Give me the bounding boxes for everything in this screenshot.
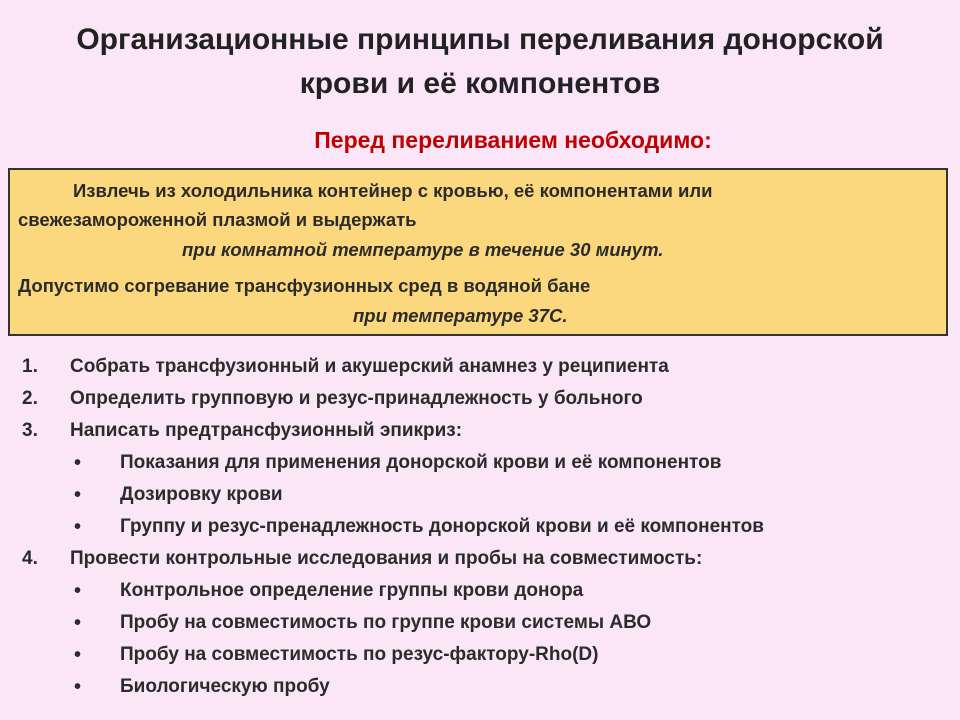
bullet-text: Группу и резус-пренадлежность донорской крови и её компонентов <box>120 516 764 537</box>
step-text: Определить групповую и резус-принадлежность у больного <box>70 388 643 409</box>
slide-title <box>0 18 960 106</box>
bullet-icon: • <box>74 452 82 474</box>
bullet-text: Дозировку крови <box>120 484 283 505</box>
title-line-1: Организационные принципы переливания донорской <box>76 23 884 56</box>
bullet-text: Пробу на совместимость по резус-фактору-Rho(D) <box>120 644 599 665</box>
bullet-icon: • <box>74 580 82 602</box>
title-line-2: крови и её компонентов <box>299 67 661 100</box>
box-line-5: при температуре 37С. <box>353 305 568 326</box>
bullet-text: Контрольное определение группы крови донора <box>120 580 584 601</box>
bullet-text: Биологическую пробу <box>120 676 330 697</box>
bullet-icon: • <box>74 516 82 538</box>
bullet-text: Показания для применения донорской крови и её компонентов <box>120 452 722 473</box>
box-line-2: свежезамороженной плазмой и выдержать <box>18 209 417 230</box>
instruction-box <box>8 168 948 336</box>
step-text: Провести контрольные исследования и пробы на совместимость: <box>70 548 703 569</box>
subtitle <box>0 124 960 156</box>
step-text: Написать предтрансфузионный эпикриз: <box>70 420 463 441</box>
bullet-icon: • <box>74 484 82 506</box>
step-number: 4. <box>22 548 38 569</box>
bullet-icon: • <box>74 612 82 634</box>
subtitle-text: Перед переливанием необходимо: <box>314 127 712 153</box>
bullet-icon: • <box>74 676 82 698</box>
box-line-4: Допустимо согревание трансфузионных сред в водяной бане <box>18 275 591 296</box>
bullet-text: Пробу на совместимость по группе крови системы АВО <box>120 612 652 633</box>
step-number: 3. <box>22 420 38 441</box>
step-number: 2. <box>22 388 38 409</box>
box-line-3: при комнатной температуре в течение 30 минут. <box>182 239 664 260</box>
box-line-1: Извлечь из холодильника контейнер с кровью, её компонентами или <box>73 180 713 201</box>
bullet-icon: • <box>74 644 82 666</box>
step-number: 1. <box>22 356 38 377</box>
step-text: Собрать трансфузионный и акушерский анамнез у реципиента <box>70 356 669 377</box>
